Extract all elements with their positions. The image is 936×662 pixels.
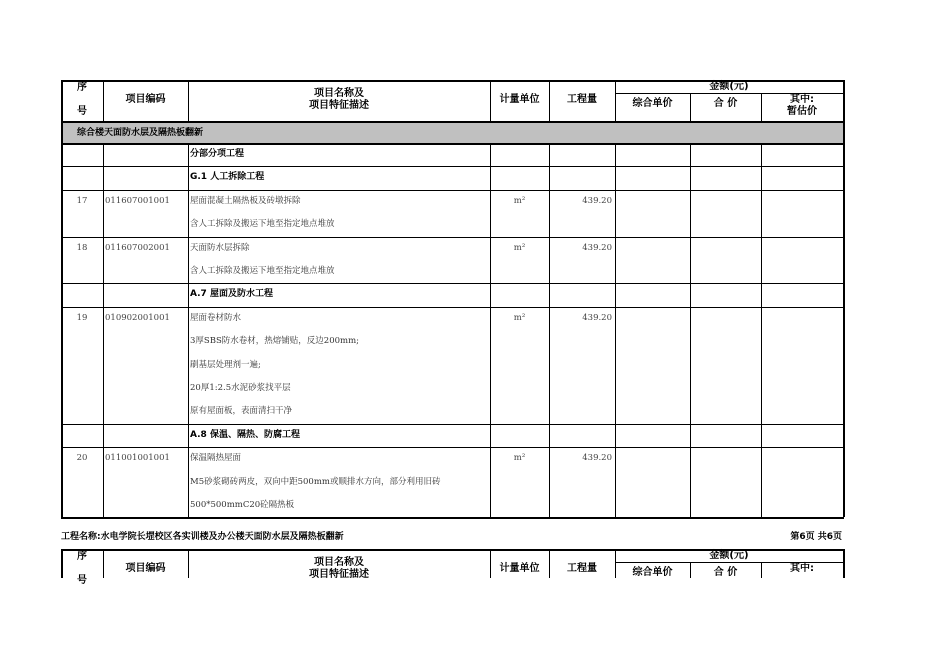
item-qty: 439.20 [582, 195, 612, 206]
item-description: 原有屋面板，表面清扫干净 [190, 406, 293, 417]
included-header: 其中: [790, 94, 814, 105]
amount-header: 金额(元) [709, 81, 749, 92]
item-description: 含人工拆除及搬运下地至指定地点堆放 [190, 219, 335, 230]
unit-price-header: 综合单价 [632, 567, 673, 578]
seq-header: 序 [77, 82, 87, 93]
name-header: 项目特征描述 [309, 100, 369, 111]
unit-price-header: 综合单价 [632, 98, 673, 109]
group-label: A.7 屋面及防水工程 [190, 289, 273, 300]
seq-header: 号 [77, 106, 87, 117]
included-header: 暂估价 [787, 106, 817, 117]
grid-line [61, 517, 844, 519]
item-description: M5砂浆砌砖两皮，双向中距500mm或顺排水方向，部分利用旧砖 [190, 476, 441, 487]
grid-line [843, 121, 845, 143]
grid-line [61, 190, 844, 191]
item-unit: m² [513, 312, 526, 323]
qty-header: 工程量 [567, 94, 597, 105]
seq-header: 序 [77, 551, 87, 562]
grid-line [103, 143, 104, 517]
item-code: 011607002001 [105, 242, 170, 253]
seq-header: 号 [77, 575, 87, 586]
grid-line [843, 549, 845, 578]
code-header: 项目编码 [125, 94, 166, 105]
code-header: 项目编码 [125, 563, 166, 574]
qty-header: 工程量 [567, 563, 597, 574]
included-header: 其中: [790, 563, 814, 574]
item-unit: m² [513, 242, 526, 253]
grid-line [61, 166, 844, 167]
total-price-header: 合 价 [713, 567, 738, 578]
item-code: 010902001001 [105, 312, 170, 323]
grid-line [549, 143, 550, 517]
item-unit: m² [513, 453, 526, 464]
grid-line [61, 121, 63, 143]
item-qty: 439.20 [582, 453, 612, 464]
item-description: 3厚SBS防水卷材，热熔铺贴，反边200mm; [190, 336, 360, 347]
grid-line [490, 143, 491, 517]
grid-line [61, 237, 844, 238]
item-description: 含人工拆除及搬运下地至指定地点堆放 [190, 266, 335, 276]
project-name: 工程名称:水电学院长堽校区各实训楼及办公楼天面防水层及隔热板翻新 [61, 532, 344, 542]
item-name: 屋面卷材防水 [190, 312, 242, 323]
item-seq: 18 [76, 242, 88, 253]
unit-header: 计量单位 [499, 563, 540, 574]
grid-line [690, 143, 691, 517]
name-header: 项目名称及 [314, 88, 364, 99]
grid-line [615, 143, 616, 517]
item-qty: 439.20 [582, 312, 612, 323]
amount-header: 金额(元) [709, 550, 749, 561]
item-seq: 17 [76, 195, 88, 206]
item-seq: 19 [76, 312, 88, 323]
item-code: 011607001001 [105, 195, 170, 206]
section-title: 综合楼天面防水层及隔热板翻新 [77, 128, 204, 138]
item-description: 刷基层处理剂一遍; [190, 359, 261, 370]
grid-line [843, 80, 845, 121]
grid-line [61, 307, 844, 308]
grid-line [61, 424, 844, 425]
item-name: 天面防水层拆除 [190, 242, 250, 253]
item-qty: 439.20 [582, 242, 612, 253]
item-code: 011001001001 [105, 453, 170, 464]
grid-line [61, 143, 63, 517]
total-price-header: 合 价 [713, 98, 738, 109]
grid-line [61, 447, 844, 448]
name-header: 项目特征描述 [309, 569, 369, 580]
unit-header: 计量单位 [499, 94, 540, 105]
name-header: 项目名称及 [314, 557, 364, 568]
group-label: A.8 保温、隔热、防腐工程 [190, 429, 300, 440]
item-seq: 20 [76, 453, 88, 464]
item-description: 500*500mmC20砼隔热板 [190, 500, 295, 510]
item-description: 20厚1:2.5水泥砂浆找平层 [190, 383, 291, 393]
item-name: 屋面混凝土隔热板及砖墩拆除 [190, 195, 301, 206]
grid-line [843, 143, 845, 517]
item-name: 保温隔热屋面 [190, 453, 242, 464]
page-info: 第6页 共6页 [790, 532, 842, 542]
grid-line [761, 143, 762, 517]
item-unit: m² [513, 195, 526, 206]
grid-line [61, 283, 844, 284]
grid-line [188, 143, 189, 517]
group-label: G.1 人工拆除工程 [190, 172, 265, 183]
group-label: 分部分项工程 [190, 149, 245, 159]
